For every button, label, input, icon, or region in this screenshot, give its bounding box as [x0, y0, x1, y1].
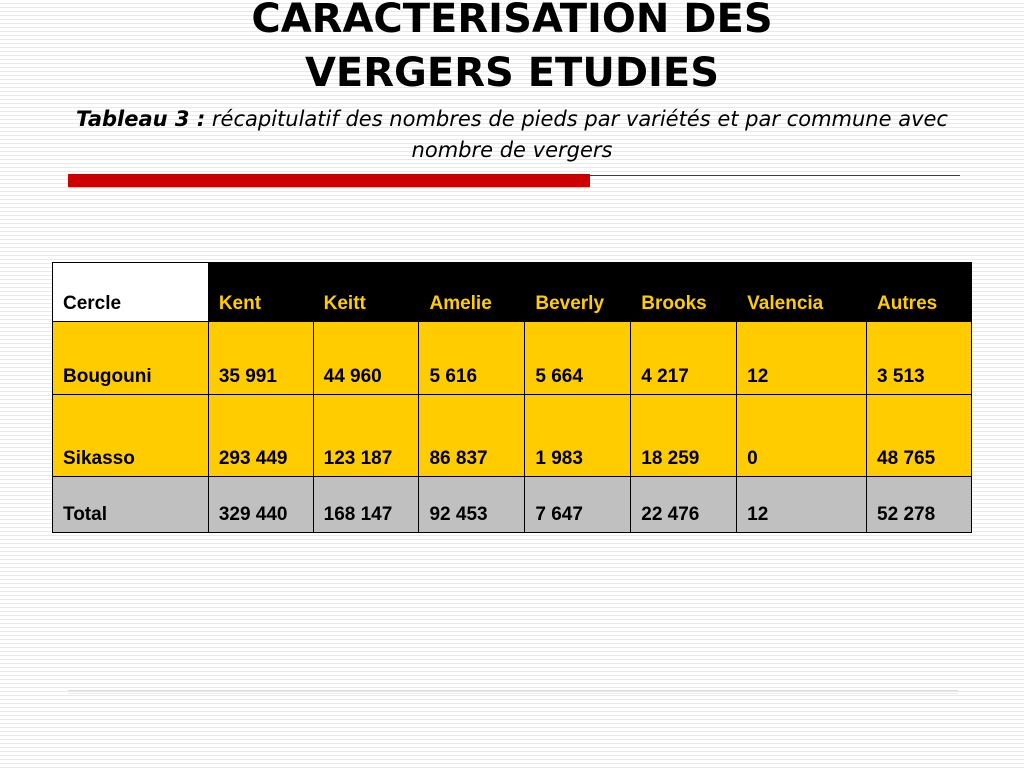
header-cercle: Cercle — [53, 263, 209, 322]
caption-lead: Tableau 3 : — [76, 107, 206, 131]
cell-beverly: 7 647 — [525, 477, 631, 533]
cell-amelie: 92 453 — [419, 477, 525, 533]
cell-keitt: 44 960 — [313, 322, 419, 395]
cell-beverly: 5 664 — [525, 322, 631, 395]
cell-amelie: 5 616 — [419, 322, 525, 395]
header-amelie: Amelie — [419, 263, 525, 322]
cell-keitt: 123 187 — [313, 395, 419, 477]
table-row-bougouni — [53, 322, 972, 395]
cell-autres: 52 278 — [867, 477, 972, 533]
header-valencia: Valencia — [737, 263, 867, 322]
orchard-table — [52, 262, 972, 533]
header-brooks: Brooks — [631, 263, 737, 322]
cell-brooks: 4 217 — [631, 322, 737, 395]
caption-text: récapitulatif des nombres de pieds par variétés et par commune avec nombre de vergers — [205, 107, 948, 162]
header-autres: Autres — [867, 263, 972, 322]
cell-valencia: 12 — [737, 322, 867, 395]
cell-autres: 48 765 — [867, 395, 972, 477]
page-title-line-2: VERGERS ETUDIES — [304, 50, 720, 96]
header-keitt: Keitt — [313, 263, 419, 322]
cell-amelie: 86 837 — [419, 395, 525, 477]
cell-kent: 35 991 — [208, 322, 313, 395]
cell-keitt: 168 147 — [313, 477, 419, 533]
cell-valencia: 12 — [737, 477, 867, 533]
bottom-divider — [68, 690, 958, 691]
cell-valencia: 0 — [737, 395, 867, 477]
table-caption — [60, 104, 964, 166]
cell-cercle: Bougouni — [53, 322, 209, 395]
table-row-sikasso — [53, 395, 972, 477]
cell-cercle: Total — [53, 477, 209, 533]
cell-brooks: 18 259 — [631, 395, 737, 477]
cell-autres: 3 513 — [867, 322, 972, 395]
bottom-divider-secondary — [68, 693, 958, 694]
page-title-line-1: CARACTERISATION DES — [251, 0, 773, 42]
header-kent: Kent — [208, 263, 313, 322]
cell-brooks: 22 476 — [631, 477, 737, 533]
red-divider-thick — [68, 174, 590, 187]
table-header-row — [53, 263, 972, 322]
cell-kent: 293 449 — [208, 395, 313, 477]
header-beverly: Beverly — [525, 263, 631, 322]
cell-cercle: Sikasso — [53, 395, 209, 477]
table-row-total — [53, 477, 972, 533]
red-divider-thin — [590, 175, 960, 176]
cell-beverly: 1 983 — [525, 395, 631, 477]
cell-kent: 329 440 — [208, 477, 313, 533]
